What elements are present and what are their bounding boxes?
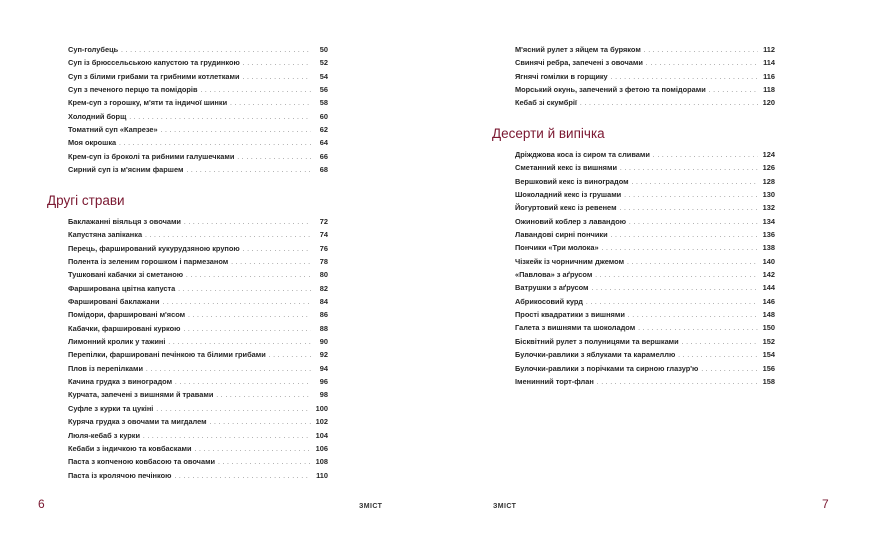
dot-leader (620, 163, 758, 176)
toc-entry (68, 110, 328, 123)
toc-entry-title: Ягнячі гомілки в горщику (515, 71, 608, 81)
toc-entry-title: Сирний суп із м'ясним фаршем (68, 165, 184, 175)
toc-entry-title: Суп з білими грибами та грибними котлетками (68, 71, 240, 81)
toc-entry (515, 241, 775, 254)
toc-entry-page-number: 142 (762, 270, 775, 280)
toc-entry (68, 43, 328, 56)
toc-entry-page-number: 152 (762, 336, 775, 346)
toc-entry (515, 268, 775, 281)
toc-entry-page-number: 54 (319, 71, 328, 81)
toc-entry (515, 281, 775, 294)
dot-leader (186, 165, 311, 178)
toc-entry-title: Плов із перепілками (68, 363, 144, 373)
toc-entry (68, 268, 328, 281)
toc-entry-title: Лимонний кролик у тажині (68, 337, 166, 347)
toc-entry-page-number: 64 (319, 138, 328, 148)
toc-entry (515, 321, 775, 334)
dot-leader (628, 310, 758, 323)
toc-entry (515, 295, 775, 308)
toc-entry-page-number: 52 (319, 58, 328, 68)
toc-entry-page-number: 140 (762, 256, 775, 266)
toc-entry-page-number: 104 (315, 430, 328, 440)
toc-entry (515, 56, 775, 69)
toc-entry-page-number: 132 (762, 203, 775, 213)
toc-entry (515, 83, 775, 96)
toc-entry-page-number: 50 (319, 45, 328, 54)
toc-entry-page-number: 76 (319, 243, 328, 253)
dot-leader (611, 230, 758, 243)
toc-entry (68, 163, 328, 176)
toc-entry (515, 308, 775, 321)
toc-entry-title: Галета з вишнями та шоколадом (515, 323, 636, 333)
toc-entry-page-number: 78 (319, 257, 328, 267)
toc-entry-page-number: 150 (762, 323, 775, 333)
dot-leader (243, 72, 311, 85)
toc-entry-title: Полента із зеленим горошком і пармезаном (68, 257, 229, 267)
toc-entry-title: Ожиновий коблер з лавандою (515, 216, 627, 226)
dot-leader (183, 324, 311, 337)
running-head-left: ЗМІСТ (359, 503, 383, 510)
toc-entry-title: Помідори, фаршировані м'ясом (68, 310, 186, 320)
toc-entry-page-number: 138 (762, 243, 775, 253)
toc-entry-page-number: 120 (762, 98, 775, 108)
toc-entry-title: Ватрушки з аґрусом (515, 283, 589, 293)
toc-entry-page-number: 156 (762, 363, 775, 373)
toc-entry-title: Суп-голубець (68, 45, 119, 54)
toc-entry-page-number: 58 (319, 98, 328, 108)
toc-entry-page-number: 146 (762, 296, 775, 306)
toc-entry-page-number: 124 (762, 150, 775, 159)
toc-entry (515, 43, 775, 56)
toc-entry-title: Томатний суп «Капрезе» (68, 125, 158, 135)
toc-entry (68, 322, 328, 335)
toc-entry-title: Куряча грудка з овочами та мигдалем (68, 417, 207, 427)
toc-entry-title: Холодний борщ (68, 111, 127, 121)
toc-entry-title: Вершковий кекс із виноградом (515, 176, 629, 186)
dot-leader (174, 471, 311, 484)
toc-entry (68, 83, 328, 96)
toc-entry-title: Суп із брюссельською капустою та грудинкою (68, 58, 240, 68)
toc-entry-title: Чізкейк із чорничним джемом (515, 256, 625, 266)
toc-entry (68, 96, 328, 109)
dot-leader (627, 257, 758, 270)
toc-entry-page-number: 90 (319, 337, 328, 347)
toc-entry (68, 295, 328, 308)
right-page (435, 0, 870, 538)
toc-entry-title: Свинячі ребра, запечені з овочами (515, 58, 643, 68)
toc-entry (515, 188, 775, 201)
toc-entry (68, 348, 328, 361)
dot-leader (186, 270, 311, 283)
toc-entry-title: Булочки-равлики з порічками та сирною глазур'ю (515, 363, 699, 373)
dot-leader (644, 45, 758, 58)
dot-leader (597, 377, 758, 390)
toc-entry (68, 228, 328, 241)
running-head-right: ЗМІСТ (493, 503, 517, 510)
toc-entry-page-number: 158 (762, 376, 775, 386)
dot-leader (653, 150, 758, 163)
toc-entry-title: Абрикосовий курд (515, 296, 583, 306)
toc-entry-page-number: 148 (762, 310, 775, 320)
toc-entry-title: Кебаби з індичкою та ковбасками (68, 443, 192, 453)
toc-entry-page-number: 84 (319, 297, 328, 307)
toc-entry-page-number: 62 (319, 125, 328, 135)
toc-entry-page-number: 88 (319, 323, 328, 333)
dot-leader (218, 457, 311, 470)
toc-entry-title: Курчата, запечені з вишнями й травами (68, 390, 214, 400)
dot-leader (629, 217, 758, 230)
toc-entry (515, 228, 775, 241)
toc-entry-page-number: 154 (762, 350, 775, 360)
toc-entry (515, 201, 775, 214)
toc-entry (515, 148, 775, 161)
toc-entry-page-number: 144 (762, 283, 775, 293)
toc-entry-title: Перепілки, фаршировані печінкою та білими грибами (68, 350, 266, 360)
dot-leader (210, 417, 311, 430)
dot-leader (646, 58, 758, 71)
toc-entry-page-number: 94 (319, 363, 328, 373)
toc-entry-page-number: 80 (319, 270, 328, 280)
toc-entry (515, 96, 775, 109)
toc-entry-page-number: 114 (763, 58, 775, 68)
toc-entry-page-number: 86 (319, 310, 328, 320)
dot-leader (701, 364, 758, 377)
dot-leader (178, 284, 311, 297)
toc-entry-title: Капустяна запіканка (68, 230, 143, 240)
dot-leader (237, 152, 311, 165)
toc-entry-title: Фарширована цвітна капуста (68, 283, 176, 293)
toc-entry-page-number: 134 (762, 216, 775, 226)
toc-entry-page-number: 118 (763, 85, 775, 95)
toc-entry (515, 70, 775, 83)
toc-entry-page-number: 82 (319, 283, 328, 293)
dot-leader (682, 337, 758, 350)
toc-entry (68, 375, 328, 388)
toc-entry-page-number: 110 (316, 470, 328, 480)
toc-entry (68, 388, 328, 401)
toc-entry-page-number: 100 (315, 403, 328, 413)
toc-entry-title: Іменинний торт-флан (515, 376, 594, 386)
toc-entry-title: Булочки-равлики з яблуками та карамеллю (515, 350, 676, 360)
toc-entry-page-number: 60 (319, 111, 328, 121)
toc-entry-title: Моя окрошка (68, 138, 117, 148)
toc-entry (68, 455, 328, 468)
dot-leader (161, 125, 311, 138)
toc-list-main-courses (68, 215, 328, 482)
dot-leader (188, 310, 311, 323)
dot-leader (620, 203, 758, 216)
dot-leader (592, 283, 758, 296)
toc-entry-title: Бісквітний рулет з полуницями та вершками (515, 336, 679, 346)
toc-entry-title: Дріжджова коса із сиром та сливами (515, 150, 650, 159)
toc-entry-page-number: 102 (315, 417, 328, 427)
dot-leader (243, 58, 311, 71)
toc-entry (515, 348, 775, 361)
toc-entry-title: М'ясний рулет з яйцем та буряком (515, 45, 641, 54)
toc-entry (68, 123, 328, 136)
dot-leader (602, 243, 758, 256)
toc-entry (68, 255, 328, 268)
toc-entry-page-number: 130 (762, 190, 775, 200)
toc-entry-title: Прості квадратики з вишнями (515, 310, 625, 320)
toc-entry-title: Паста з копченою ковбасою та овочами (68, 457, 216, 467)
toc-entry-page-number: 106 (315, 443, 328, 453)
toc-entry-page-number: 72 (319, 217, 328, 226)
toc-entry (515, 215, 775, 228)
dot-leader (184, 217, 311, 230)
dot-leader (231, 257, 311, 270)
toc-entry (68, 308, 328, 321)
toc-entry-title: Люля-кебаб з курки (68, 430, 140, 440)
toc-entry (68, 469, 328, 482)
toc-entry-title: Суп з печеного перцю та помідорів (68, 85, 198, 95)
toc-entry-page-number: 108 (315, 457, 328, 467)
toc-entry-title: Морський окунь, запечений з фетою та помідорами (515, 85, 706, 95)
toc-entry (515, 335, 775, 348)
toc-entry-page-number: 96 (319, 377, 328, 387)
toc-entry (68, 150, 328, 163)
toc-entry-page-number: 126 (762, 163, 775, 173)
toc-entry-title: Пончики «Три молока» (515, 243, 599, 253)
toc-entry-page-number: 92 (319, 350, 328, 360)
toc-entry (515, 255, 775, 268)
toc-entry-page-number: 56 (319, 85, 328, 95)
toc-entry-page-number: 128 (762, 176, 775, 186)
section-heading-main-courses: Другі страви (47, 193, 125, 208)
toc-entry-page-number: 68 (319, 165, 328, 175)
toc-list-soups (68, 43, 328, 176)
page-number-right: 7 (822, 497, 829, 511)
toc-entry-title: Крем-суп з горошку, м'яти та індичої шинки (68, 98, 228, 108)
toc-entry-title: Крем-суп із броколі та рибними галушечками (68, 151, 235, 161)
toc-entry-page-number: 136 (762, 230, 775, 240)
toc-entry (515, 175, 775, 188)
toc-entry (68, 136, 328, 149)
dot-leader (624, 190, 758, 203)
toc-list-desserts (515, 148, 775, 388)
toc-entry-page-number: 66 (319, 151, 328, 161)
toc-entry-title: Йогуртовий кекс із ревенем (515, 203, 617, 213)
dot-leader (243, 244, 311, 257)
toc-entry-page-number: 116 (763, 71, 775, 81)
dot-leader (580, 98, 758, 111)
dot-leader (230, 98, 311, 111)
toc-entry-title: Кабачки, фаршировані куркою (68, 323, 181, 333)
toc-entry (515, 161, 775, 174)
toc-entry (68, 56, 328, 69)
toc-entry-page-number: 74 (319, 230, 328, 240)
toc-list-meat-fish (515, 43, 775, 110)
toc-entry (68, 362, 328, 375)
toc-entry (68, 442, 328, 455)
toc-entry-title: Лавандові сирні пончики (515, 230, 608, 240)
toc-entry-page-number: 112 (763, 45, 775, 54)
toc-entry (68, 70, 328, 83)
toc-entry-title: Кебаб зі скумбрії (515, 98, 578, 108)
toc-entry (68, 415, 328, 428)
page-number-left: 6 (38, 497, 45, 511)
toc-entry (515, 362, 775, 375)
toc-entry-title: Тушковані кабачки зі сметаною (68, 270, 184, 280)
dot-leader (595, 270, 758, 283)
toc-entry (68, 282, 328, 295)
toc-entry-title: Фаршировані баклажани (68, 297, 160, 307)
toc-entry-title: Сметанний кекс із вишнями (515, 163, 618, 173)
toc-entry (68, 242, 328, 255)
toc-entry-page-number: 98 (319, 390, 328, 400)
toc-entry (68, 402, 328, 415)
toc-entry-title: Суфле з курки та цукіні (68, 403, 154, 413)
dot-leader (269, 350, 311, 363)
dot-leader (632, 177, 758, 190)
toc-entry (68, 429, 328, 442)
toc-entry-title: Шоколадний кекс із грушами (515, 190, 622, 200)
section-heading-desserts: Десерти й випічка (492, 126, 605, 141)
toc-entry (68, 215, 328, 228)
dot-leader (709, 85, 758, 98)
toc-entry (68, 335, 328, 348)
toc-entry-title: Паста із кролячою печінкою (68, 470, 172, 480)
toc-entry-title: Перець, фарширований кукурудзяною крупою (68, 243, 240, 253)
toc-entry (515, 375, 775, 388)
toc-entry-title: «Павлова» з аґрусом (515, 270, 593, 280)
toc-entry-title: Качина грудка з виноградом (68, 377, 173, 387)
dot-leader (216, 390, 311, 403)
toc-entry-title: Баклажанні віяльця з овочами (68, 217, 181, 226)
